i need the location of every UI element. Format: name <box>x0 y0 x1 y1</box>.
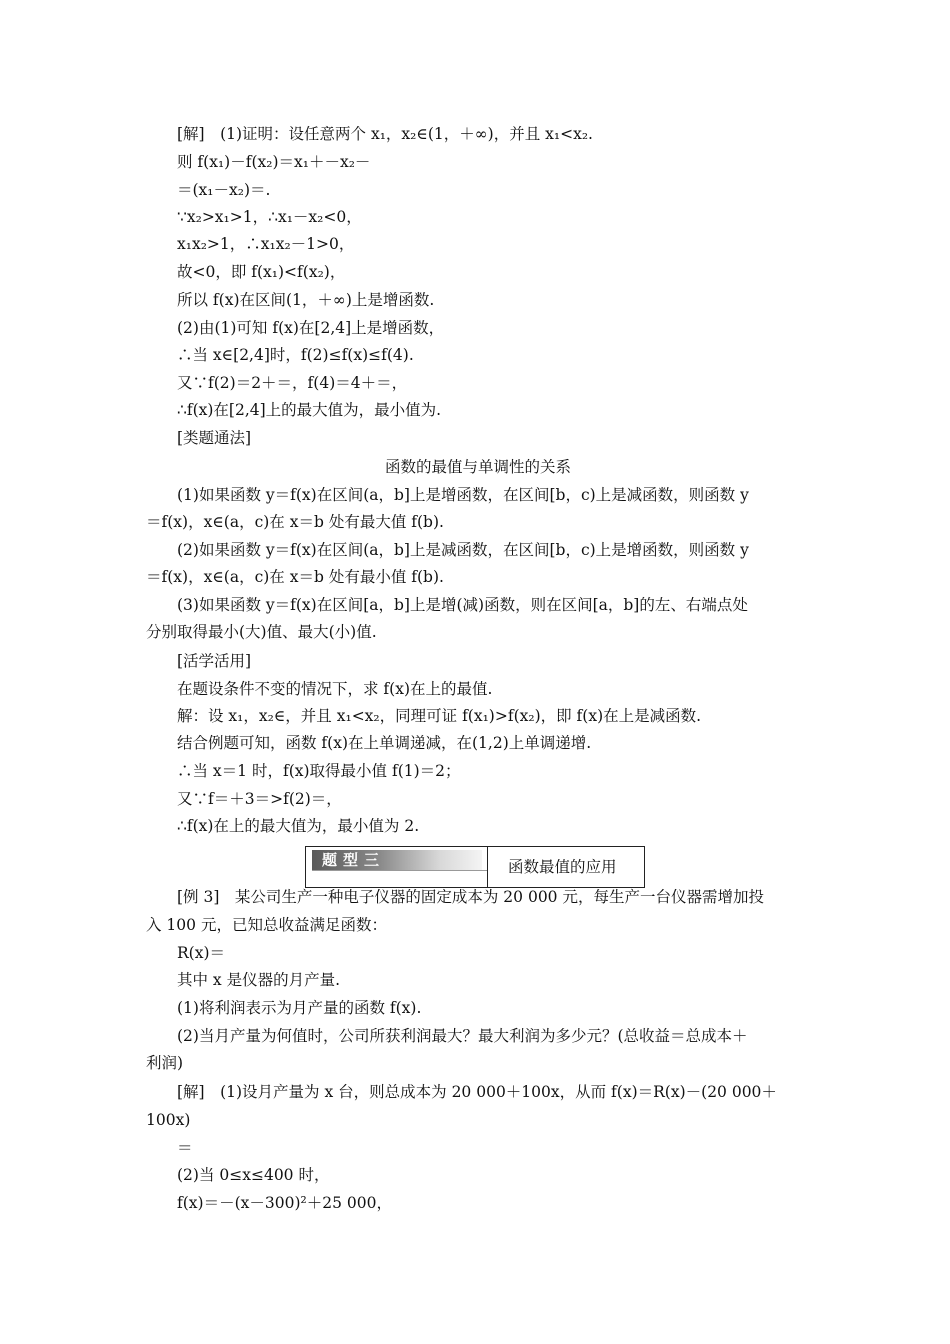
section-label: [活学活用] <box>177 652 252 670</box>
method-item: (2)如果函数 y＝f(x)在区间(a，b]上是减函数，在区间[b，c)上是增函数，则函数 y <box>177 541 749 559</box>
method-title: 函数的最值与单调性的关系 <box>384 458 571 476</box>
proof-line: 所以 f(x)在区间(1，＋∞)上是增函数. <box>177 291 435 309</box>
method-item: (3)如果函数 y＝f(x)在区间[a，b]上是增(减)函数，则在区间[a，b]的左、右端点处 <box>177 596 748 614</box>
banner-title-box <box>487 846 645 888</box>
question-type-banner <box>305 846 645 888</box>
exercise-line: ∴f(x)在上的最大值为，最小值为 2. <box>177 817 420 835</box>
exercise-line: ∴当 x＝1 时，f(x)取得最小值 f(1)＝2； <box>177 762 461 780</box>
example-question: (2)当月产量为何值时，公司所获利润最大？最大利润为多少元？(总收益＝总成本＋ <box>177 1027 748 1045</box>
example-line: 入 100 元，已知总收益满足函数： <box>146 916 387 934</box>
banner-left-box <box>305 846 487 888</box>
exercise-line: 结合例题可知，函数 f(x)在上单调递减，在(1,2)上单调递增. <box>177 734 592 752</box>
proof-line: ＝(x₁－x₂)＝. <box>177 181 271 199</box>
solution-line: ＝ <box>177 1139 193 1157</box>
example-question-continued: 利润) <box>146 1054 184 1072</box>
exercise-line: 又∵f＝＋3＝>f(2)＝， <box>177 790 342 808</box>
proof-line: ∴当 x∈[2,4]时，f(2)≤f(x)≤f(4). <box>177 346 414 364</box>
banner-tag <box>312 850 482 870</box>
exercise-line: 在题设条件不变的情况下，求 f(x)在上的最值. <box>177 680 493 698</box>
example-line: R(x)＝ <box>177 944 226 962</box>
solution-line: f(x)＝－(x－300)²＋25 000， <box>177 1194 392 1212</box>
solution-heading-line: [解] (1)证明：设任意两个 x₁，x₂∈(1，＋∞)，并且 x₁<x₂. <box>177 125 593 143</box>
exercise-line: 解：设 x₁，x₂∈，并且 x₁<x₂，同理可证 f(x₁)>f(x₂)，即 f(x)在上是减函数. <box>177 707 702 725</box>
proof-line: 又∵f(2)＝2＋＝，f(4)＝4＋＝， <box>177 374 408 392</box>
proof-line: ∴f(x)在[2,4]上的最大值为，最小值为. <box>177 401 442 419</box>
solution-line: 100x) <box>146 1111 191 1129</box>
proof-line: ∵x₂>x₁>1，∴x₁－x₂<0， <box>177 208 362 226</box>
example-line: [例 3] 某公司生产一种电子仪器的固定成本为 20 000 元，每生产一台仪器需增加投 <box>177 888 764 906</box>
method-item: (1)如果函数 y＝f(x)在区间(a，b]上是增函数，在区间[b，c)上是减函数，则函数 y <box>177 486 749 504</box>
banner-underline <box>312 870 488 871</box>
solution-line: (2)当 0≤x≤400 时， <box>177 1166 330 1184</box>
section-label: [类题通法] <box>177 429 252 447</box>
proof-line: 则 f(x₁)－f(x₂)＝x₁＋－x₂－ <box>177 153 371 171</box>
method-item-continued: ＝f(x)，x∈(a，c)在 x＝b 处有最小值 f(b). <box>146 568 444 586</box>
proof-line: x₁x₂>1，∴x₁x₂－1>0， <box>177 235 355 253</box>
example-line: 其中 x 是仪器的月产量. <box>177 971 341 989</box>
banner-tag-label: 题型三 <box>322 851 386 869</box>
example-question: (1)将利润表示为月产量的函数 f(x). <box>177 999 422 1017</box>
method-item-continued: 分别取得最小(大)值、最大(小)值. <box>146 623 377 641</box>
solution-line: [解] (1)设月产量为 x 台，则总成本为 20 000＋100x，从而 f(x)＝R(x)－(20 000＋ <box>177 1083 777 1101</box>
banner-title: 函数最值的应用 <box>508 858 617 876</box>
method-item-continued: ＝f(x)，x∈(a，c)在 x＝b 处有最大值 f(b). <box>146 513 444 531</box>
proof-line: (2)由(1)可知 f(x)在[2,4]上是增函数， <box>177 319 445 337</box>
proof-line: 故<0，即 f(x₁)<f(x₂)， <box>177 263 346 281</box>
